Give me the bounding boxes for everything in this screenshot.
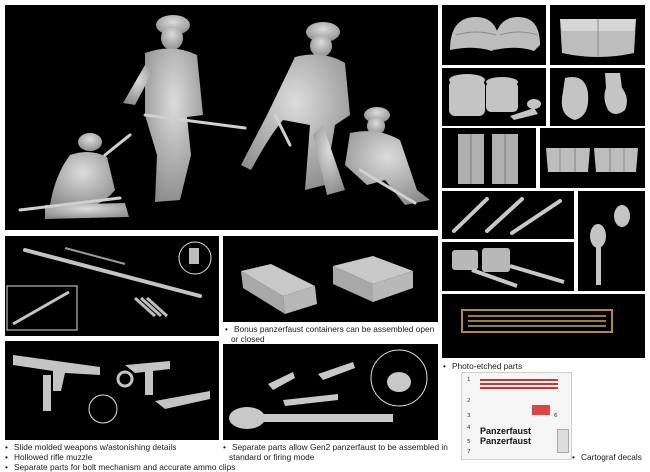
decal-number-7: 7 — [467, 449, 471, 455]
decal-text-2: Panzerfaust — [480, 436, 532, 446]
photo-etched-caption-text: Photo-etched parts — [452, 361, 523, 371]
bag-icon — [550, 5, 645, 65]
soldier-figures-image — [5, 5, 438, 230]
bullet: • — [5, 452, 8, 462]
clip-pouch-icon — [540, 128, 645, 188]
photo-etched-panel — [442, 294, 645, 358]
panzerfaust-caption-line-1: Separate parts allow Gen2 panzerfaust to be assembled in — [232, 442, 448, 452]
grenade-panel — [578, 191, 645, 291]
photo-etched-caption — [443, 361, 522, 371]
bags-panel — [550, 5, 645, 65]
weapons-caption-line-2: Hollowed rifle muzzle — [14, 452, 93, 462]
decal-number-2: 2 — [467, 398, 471, 404]
panzerfaust-caption — [223, 442, 448, 462]
decal-number-4: 4 — [467, 425, 471, 431]
clip-pouch-panel — [540, 128, 645, 188]
decal-sheet — [461, 372, 572, 460]
decal-text-1: Panzerfaust — [480, 426, 532, 436]
panzerfaust-caption-line-2: standard or firing mode — [229, 452, 315, 462]
canteen-panel — [550, 68, 645, 126]
panzerfaust-panel — [223, 344, 438, 440]
bullet: • — [572, 452, 575, 462]
decal-number-1: 1 — [467, 377, 471, 383]
bullet: • — [5, 442, 8, 452]
ammo-pouch-panel — [442, 128, 536, 188]
decals-caption — [572, 452, 642, 462]
decal-number-5: 5 — [467, 439, 471, 445]
rifle-icon — [5, 236, 219, 336]
pe-fret-icon — [442, 294, 645, 358]
helmet-icon — [450, 17, 540, 51]
decals-caption-text: Cartograf decals — [581, 452, 642, 462]
mess-kit-icon — [442, 68, 546, 126]
bullet: • — [225, 324, 228, 334]
panzerfaust-icon — [223, 344, 438, 440]
grenade-icon — [578, 191, 645, 291]
mess-kit-panel — [442, 68, 546, 126]
containers-caption — [225, 324, 434, 344]
decal-number-3: 3 — [467, 413, 471, 419]
bullet: • — [223, 442, 226, 452]
rifle-panel — [5, 236, 219, 336]
figures-photo-panel — [5, 5, 438, 230]
smg-panel — [5, 341, 219, 440]
bullet: • — [5, 462, 8, 472]
stick-grenade-panel — [442, 242, 574, 291]
helmets-panel — [442, 5, 546, 65]
decal-number-6: 6 — [554, 413, 558, 419]
weapons-caption — [5, 442, 235, 472]
canteen-icon — [550, 68, 645, 126]
smg-icon — [5, 341, 219, 440]
weapons-caption-line-1: Slide molded weapons w/astonishing details — [14, 442, 177, 452]
container-panel — [223, 236, 438, 322]
bayonet-panel — [442, 191, 574, 239]
containers-caption-line-1: Bonus panzerfaust containers can be assembled open — [234, 324, 435, 334]
ammo-pouch-icon — [442, 128, 536, 188]
bullet: • — [443, 361, 446, 371]
bayonet-icon — [442, 191, 574, 239]
containers-caption-line-2: or closed — [231, 334, 265, 344]
container-icon — [223, 236, 438, 322]
weapons-caption-line-3: Separate parts for bolt mechanism and accurate ammo clips — [14, 462, 236, 472]
